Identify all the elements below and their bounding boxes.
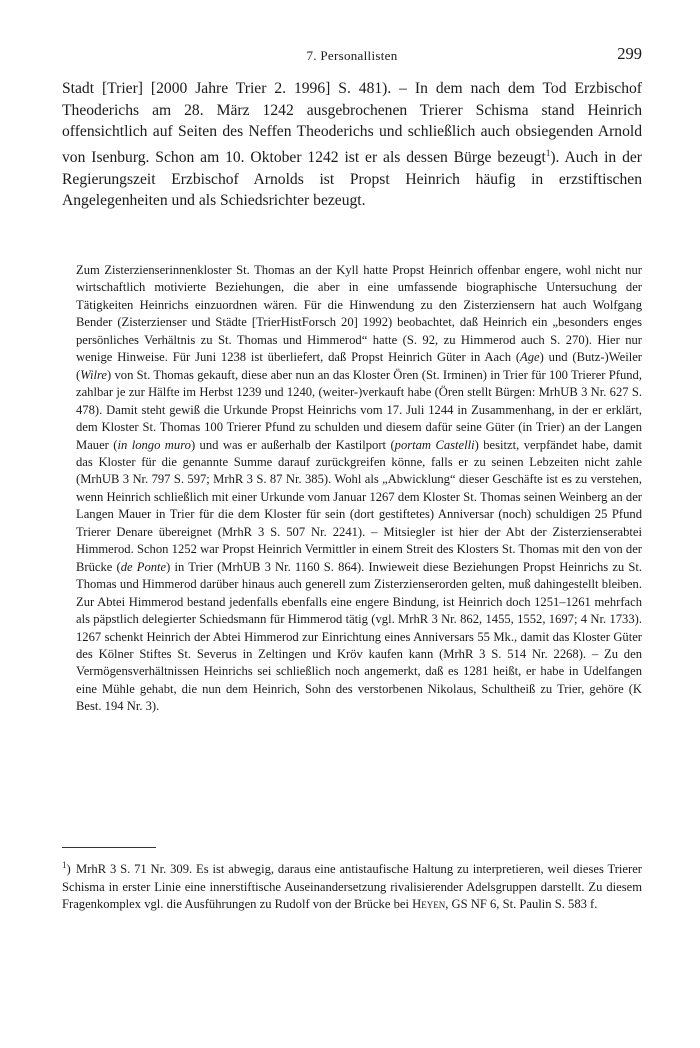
note-text: ) und was er außerhalb der Kastilport ( bbox=[190, 437, 395, 452]
latin-term: in longo muro bbox=[117, 437, 191, 452]
latin-term: de Ponte bbox=[120, 559, 167, 574]
note-text: ) besitzt, verpfändet habe, damit das Kloster für die genannte Summe darauf zurückgreifen könne, falls er zu seinen Lebzeiten nicht zahle (MrhUB 3 Nr. 797 S. 597; MrhR 3 S. 87 Nr. 385). Wohl als „Abwicklung“ dieser Geschäfte ist es zu verstehen, wenn Heinrich schließlich mit einer Urkunde vom Januar 1267 dem Kloster St. Thomas seinen Weinberg an der Langen Mauer in Trier für die dem Kloster für sein (dort gestiftetes) Anniversar (noch) schuldigen 25 Pfund Trierer Denare übereignet (MrhR 3 S. 507 Nr. 2241). – Mitsiegler ist hier der Abt der Zisterzienserabtei Himmerod. Schon 1252 war Propst Heinrich Vermittler in einem Streit des Klosters St. Thomas mit den von der Brücke ( bbox=[76, 437, 642, 574]
main-text-part1: Stadt [Trier] [2000 Jahre Trier 2. 1996] S. 481). – In dem nach dem Tod Erzbischof Theoderichs am 28. März 1242 ausgebrochenen Trierer Schisma stand Heinrich offensichtlich auf Seiten des Neffen Theoderichs und schließlich auch obsiegenden Arnold von Isenburg. Schon am 10. Oktober 1242 ist er als dessen Bürge bezeugt bbox=[62, 80, 642, 166]
footnote-reference: 1 bbox=[545, 147, 551, 158]
latin-term: Age bbox=[520, 350, 540, 365]
footnote-text: MrhR 3 S. 71 Nr. 309. Es ist abwegig, daraus eine antistaufische Haltung zu interpretieren, weil dieses Trierer Schisma in erster Linie eine innerstiftische Auseinandersetzung rivalisierender Adelsgruppen darstellt. Zu diesem Fragenkomplex vgl. die Ausführungen zu Rudolf von der Brücke bei bbox=[62, 862, 642, 911]
footnote-marker: $^1$) bbox=[62, 860, 71, 877]
running-head: 7. Personallisten bbox=[306, 48, 398, 63]
note-text: Zum Zisterzienserinnenkloster St. Thomas an der Kyll hatte Propst Heinrich offenbar engere, wohl nicht nur wirtschaftlich motivierte Beziehungen, die aber in eine umfassende biographische Untersuchung der Tätigkeiten Heinrichs einzuordnen wären. Für die Hinwendung zu den Zisterziensern hat auch Wolfgang Bender (Zisterzienser und Städte [TrierHistForsch 20] 1992) beobachtet, daß Heinrich ein „besonders enges persönliches Verhältnis zu St. Thomas und Himmerod“ hatte (S. 92, zu Himmerod auch S. 270). Hier nur wenige Hinweise. Für Juni 1238 ist überliefert, daß Propst Heinrich Güter in Aach ( bbox=[76, 263, 642, 365]
footnote-divider bbox=[62, 847, 156, 848]
main-text-part2: ). Auch in der Regierungszeit Erzbischof Arnolds ist Propst Heinrich häufig in erzstiftischen Angelegenheiten und als Schiedsrichter bezeugt. bbox=[62, 148, 642, 210]
page-header bbox=[62, 44, 642, 66]
note-text: ) in Trier (MrhUB 3 Nr. 1160 S. 864). Inwieweit diese Beziehungen Propst Heinrichs zu St. Thomas und Himmerod darüber hinaus auch generell zum Zisterzienserorden gelten, muß dahingestellt bleiben. Zur Abtei Himmerod bestand jedenfalls ebenfalls eine engere Bindung, ist Heinrich doch 1251–1261 mehrfach als päpstlich delegierter Schiedsmann für Himmerod tätig (vgl. MrhR 3 Nr. 862, 1455, 1552, 1697; 4 Nr. 1733). 1267 schenkt Heinrich der Abtei Himmerod zur Einrichtung eines Anniversars 55 Mk., damit das Kloster Güter des Kölner Stiftes St. Severus in Zeltingen und Kröv kaufen kann (MrhR 3 S. 514 Nr. 2268). – Zu den Vermögensverhältnissen Heinrichs sei schließlich noch angemerkt, daß es 1281 heißt, er habe in Udelfangen eine Mühle gehabt, die nun dem Heinrich, Sohn des verstorbenen Nikolaus, Schultheiß zu Trier, gehöre (K Best. 194 Nr. 3). bbox=[76, 559, 643, 714]
footnote bbox=[62, 857, 642, 913]
latin-term: Wilre bbox=[80, 367, 108, 382]
footnote-author: Heyen bbox=[412, 897, 446, 911]
page-number: 299 bbox=[617, 44, 642, 63]
main-paragraph bbox=[62, 78, 642, 212]
note-text: ) und (Butz-)Weiler ( bbox=[76, 350, 643, 382]
latin-term: portam Castelli bbox=[394, 437, 475, 452]
footnote-text: , GS NF 6, St. Paulin S. 583 f. bbox=[445, 897, 598, 911]
small-print-paragraph bbox=[76, 262, 642, 716]
note-text: ) von St. Thomas gekauft, diese aber nun an das Kloster Ören (St. Irminen) in Trier für 100 Trierer Pfund, zahlbar je zur Hälfte im Herbst 1239 und 1240, (weiter-)verkauft habe (Ören stellt Bürgen: MrhUB 3 Nr. 627 S. 478). Damit steht gewiß die Urkunde Propst Heinrichs vom 17. Juli 1244 in Zusammenhang, in der er erklärt, dem Kloster St. Thomas 100 Trierer Pfund zu schulden und diesem dafür seine Güter (in Trier) an der Langen Mauer ( bbox=[76, 367, 642, 452]
